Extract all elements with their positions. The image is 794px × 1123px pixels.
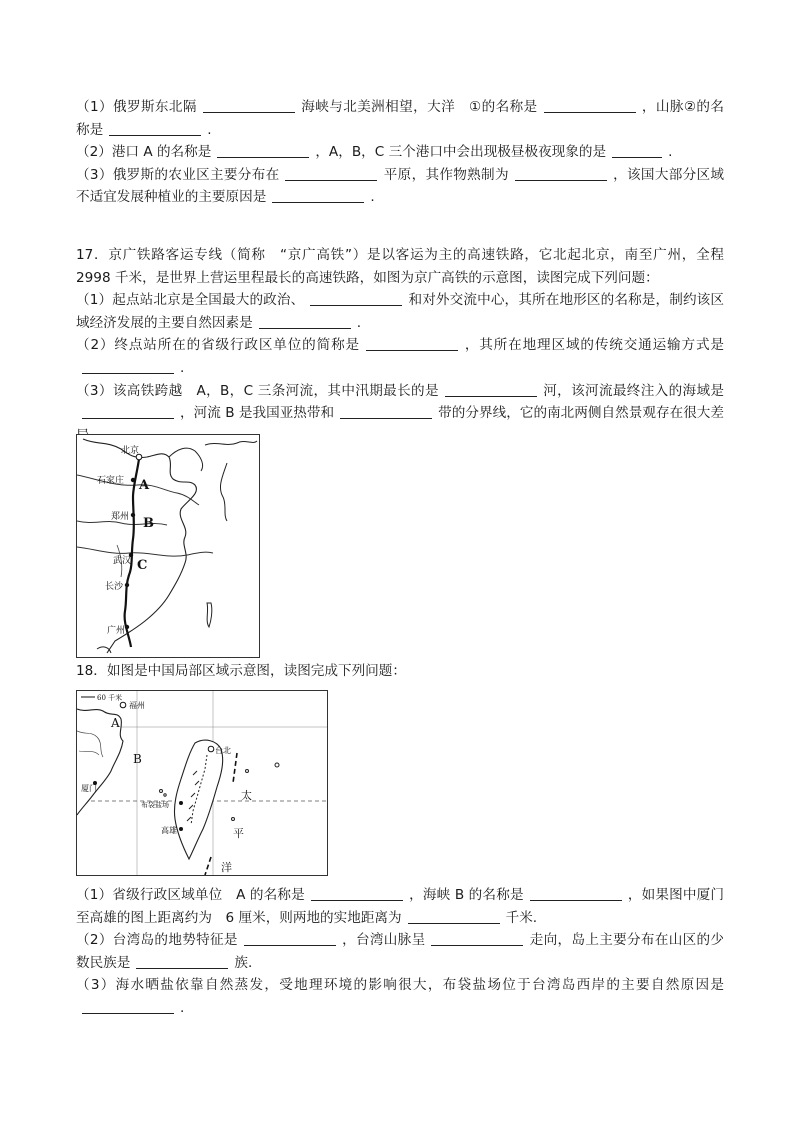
label-shijiazhuang: 石家庄 — [97, 476, 125, 486]
q18-part2: （2）台湾岛的地势特征是 ，台湾山脉呈 走向，岛上主要分布在山区的少数民族是 族. — [76, 932, 724, 971]
islet — [246, 770, 249, 773]
answer-blank[interactable] — [136, 953, 228, 969]
label-river-a: A — [139, 478, 150, 493]
bohai-coast — [169, 448, 203, 471]
label-wuhan: 武汉 — [113, 556, 132, 566]
q17-block — [76, 244, 738, 447]
answer-blank[interactable] — [272, 187, 364, 203]
answer-blank[interactable] — [445, 381, 537, 397]
label-river-c: C — [137, 558, 148, 573]
label-zhengzhou: 郑州 — [111, 512, 130, 522]
q18-intro: 18．如图是中国局部区域示意图，读图完成下列问题： — [76, 663, 406, 679]
islet — [232, 818, 235, 821]
changsha-station-icon — [125, 583, 129, 587]
answer-blank[interactable] — [310, 290, 402, 306]
railway-map-svg — [77, 435, 259, 657]
sea-route — [205, 857, 211, 875]
korea-peninsula — [220, 463, 227, 521]
answer-blank[interactable] — [82, 998, 174, 1014]
hainan-edge — [97, 647, 111, 653]
jingguang-railway-map — [76, 434, 260, 658]
q17-part1: （1）起点站北京是全国最大的政治、 和对外交流中心，其所在地形区的名称是，制约该区域经济发展的主要自然因素是 . — [76, 292, 724, 331]
label-guangzhou: 广州 — [107, 626, 126, 636]
taiwan-island — [174, 740, 222, 859]
label-ocean-tai: 太 — [241, 789, 252, 802]
label-river-b: B — [143, 516, 154, 531]
gaoxiong-city-icon — [179, 827, 183, 831]
answer-blank[interactable] — [366, 335, 458, 351]
label-ocean-yang: 洋 — [221, 861, 232, 874]
q18-intro-block — [76, 660, 724, 683]
q18-part1: （1）省级行政区域单位 A 的名称是 ，海峡 B 的名称是 ，如果图中厦门至高雄的图上距离约为 6 厘米，则两地的实地距离为 千米. — [76, 887, 725, 926]
coastline — [83, 439, 196, 653]
q16-part2: （2）港口 A 的名称是 ，A，B，C 三个港口中会出现极昼极夜现象的是 . — [76, 144, 673, 161]
q17-intro: 17．京广铁路客运专线（简称 “京广高铁”）是以客运为主的高速铁路，它北起北京，南至广州，全程 2998 千米，是世界上营运里程最长的高速铁路，如图为京广高铁的示意图，读图完成下列问题： — [76, 247, 738, 286]
label-gaoxiong: 高雄 — [161, 826, 177, 835]
budai-saltfield-icon — [179, 801, 183, 805]
label-xiamen: 厦门 — [81, 784, 97, 793]
answer-blank[interactable] — [530, 885, 622, 901]
q17-part2: （2）终点站所在的省级行政区单位的简称是 ，其所在地理区域的传统交通运输方式是. — [76, 337, 724, 376]
q16-part1: （1）俄罗斯东北隔 海峡与北美洲相望，大洋 ①的名称是 ，山脉②的名称是 . — [76, 99, 725, 138]
taiwan-region-map — [76, 690, 328, 876]
q16-part3: （3）俄罗斯的农业区主要分布在 平原，其作物熟制为 ，该国大部分区域不适宜发展种植业的主要原因是 . — [76, 166, 725, 206]
fuzhou-city-icon — [120, 702, 126, 708]
penghu-island — [160, 790, 163, 793]
taiwan-map-svg — [77, 691, 327, 875]
guangzhou-station-icon — [125, 625, 129, 629]
q18-part3: （3）海水晒盐依靠自然蒸发，受地理环境的影响很大，布袋盐场位于台湾岛西岸的主要自然原因是. — [76, 977, 724, 1016]
answer-blank[interactable] — [544, 97, 636, 113]
label-fuzhou: 福州 — [129, 701, 145, 710]
answer-blank[interactable] — [515, 165, 607, 181]
answer-blank[interactable] — [217, 142, 309, 158]
label-strait-b: B — [133, 752, 142, 766]
scale-label: 60 千米 — [97, 694, 123, 702]
answer-blank[interactable] — [244, 930, 336, 946]
q17-part3: （3）该高铁跨越 A，B，C 三条河流，其中汛期最长的是 河，该河流最终注入的海域是，河流 B 是我国亚热带和 带的分界线，它的南北两侧自然景观存在很大差 — [76, 382, 725, 422]
answer-blank[interactable] — [612, 142, 662, 158]
river-a — [77, 475, 199, 505]
taiwan-island — [207, 603, 212, 627]
penghu-island — [164, 794, 166, 796]
label-region-a: A — [111, 716, 120, 730]
islet — [275, 763, 279, 767]
answer-blank[interactable] — [340, 403, 432, 419]
label-changsha: 长沙 — [105, 582, 124, 592]
zhengzhou-station-icon — [131, 513, 135, 517]
answer-blank[interactable] — [285, 165, 377, 181]
q18-block — [76, 884, 724, 1020]
answer-blank[interactable] — [408, 908, 500, 924]
answer-blank[interactable] — [109, 120, 201, 136]
shijiazhuang-station-icon — [131, 478, 135, 482]
answer-blank[interactable] — [82, 358, 174, 374]
label-beijing: 北京 — [121, 446, 140, 456]
label-budai: 布袋盐场 — [141, 801, 169, 809]
answer-blank[interactable] — [431, 930, 523, 946]
label-taibei: 台北 — [215, 746, 231, 755]
taibei-city-icon — [208, 746, 214, 752]
label-ocean-ping: 平 — [233, 827, 244, 840]
sea-route — [233, 753, 237, 783]
q16-block — [76, 96, 724, 209]
answer-blank[interactable] — [203, 97, 295, 113]
answer-blank[interactable] — [311, 885, 403, 901]
answer-blank[interactable] — [82, 403, 174, 419]
river-c — [77, 547, 213, 556]
answer-blank[interactable] — [259, 313, 351, 329]
korea-coast — [205, 441, 257, 445]
